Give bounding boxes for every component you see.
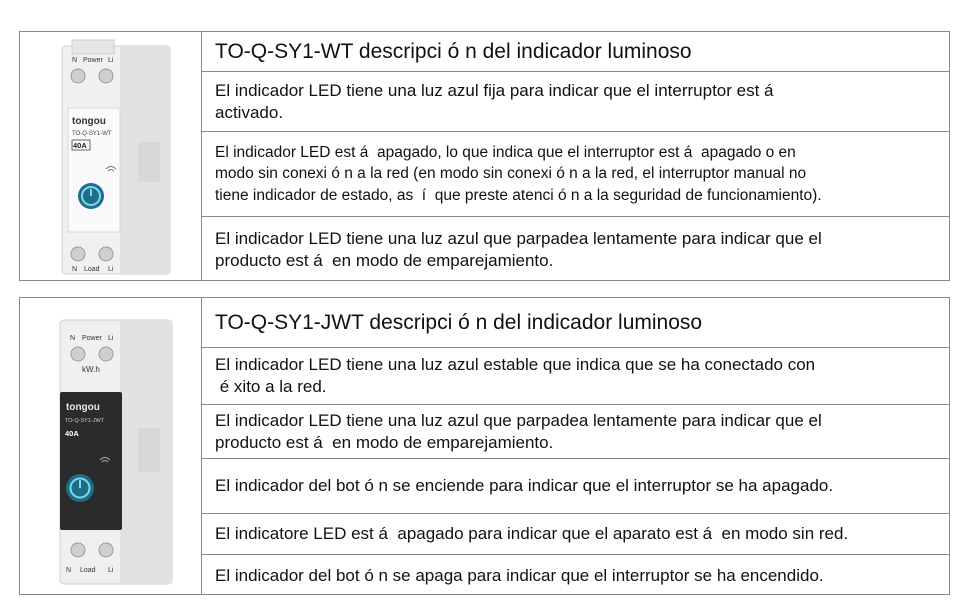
device-jwt-illustration (20, 298, 201, 594)
description-table-wt (19, 31, 950, 281)
device-image-wt (20, 32, 202, 280)
label-load: Load (80, 567, 96, 574)
label-n-bottom: N (66, 567, 72, 574)
rating-label: 40A (73, 141, 87, 150)
section2-row-3: El indicador del bot ó n se enciende para indicar que el interruptor se ha apagado. (201, 459, 949, 514)
section1-row-2: El indicador LED est á apagado, lo que indica que el interruptor est á apagado o en modo sin conexi ó n a la red (en modo sin conexi ó n a la red, el interruptor manual no tiene indicador de estado, as í que preste atenci ó n a la seguridad de funcionamiento). (201, 132, 949, 217)
section2-title: TO-Q-SY1-JWT descripci ó n del indicador luminoso (201, 298, 949, 348)
label-load: Load (84, 266, 100, 273)
label-power: Power (82, 335, 102, 342)
label-n-top: N (72, 57, 78, 64)
section2-row-2: El indicador LED tiene una luz azul que parpadea lentamente para indicar que el producto est á en modo de emparejamiento. (201, 405, 949, 459)
brand-logo: tongou (72, 116, 106, 127)
section1-title: TO-Q-SY1-WT descripci ó n del indicador luminoso (201, 32, 949, 72)
meter-label: kW.h (82, 365, 100, 374)
model-label: TO-Q-SY1-WT (72, 131, 112, 137)
label-l-bottom: Li (108, 266, 114, 273)
section1-row-3: El indicador LED tiene una luz azul que parpadea lentamente para indicar que el producto est á en modo de emparejamiento. (215, 228, 822, 270)
section2-row-5: El indicador del bot ó n se apaga para indicar que el interruptor se ha encendido. (215, 565, 824, 585)
label-l-top: Li (108, 57, 114, 64)
model-label: TO-Q-SY1-JWT (65, 418, 105, 424)
description-table-jwt (19, 297, 950, 595)
rating-label: 40A (65, 429, 79, 438)
label-n-top: N (70, 335, 76, 342)
label-power: Power (83, 57, 103, 64)
label-l-bottom: Li (108, 567, 114, 574)
label-l-top: Li (108, 335, 114, 342)
label-n-bottom: N (72, 266, 78, 273)
device-wt-illustration (20, 32, 201, 280)
section2-row-4: El indicatore LED est á apagado para indicar que el aparato est á en modo sin red. (201, 514, 949, 555)
section2-row-1: El indicador LED tiene una luz azul estable que indica que se ha conectado con é xito a la red. (201, 348, 949, 405)
brand-logo: tongou (66, 402, 100, 413)
device-image-jwt (20, 298, 202, 594)
section1-row-1: El indicador LED tiene una luz azul fija para indicar que el interruptor est á activado. (201, 72, 949, 132)
